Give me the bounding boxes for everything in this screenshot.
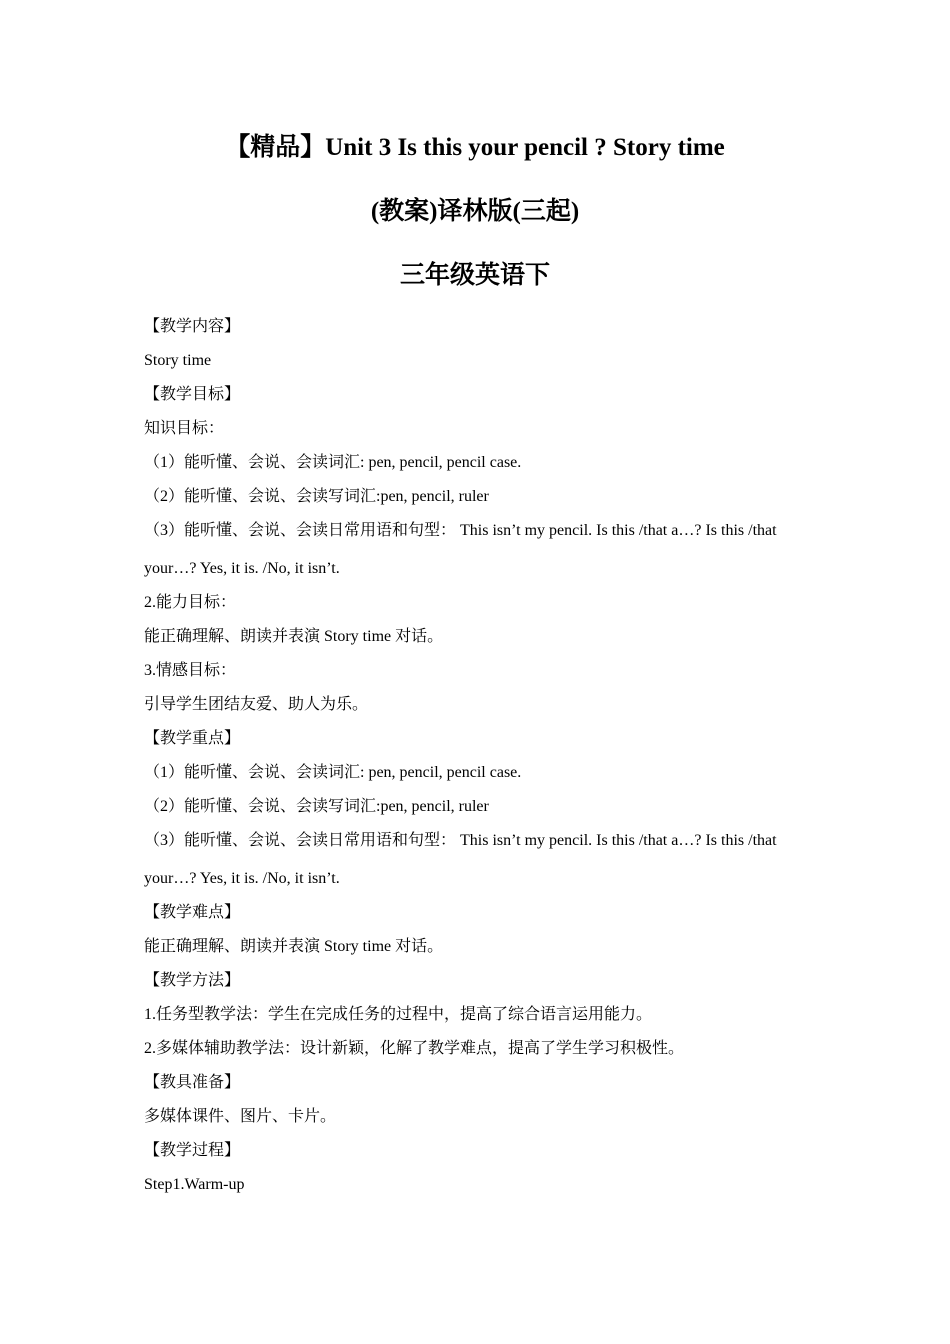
list-item: （1）能听懂、会说、会读词汇: pen, pencil, pencil case. bbox=[144, 764, 522, 781]
section-heading-content: 【教学内容】 bbox=[144, 318, 241, 335]
paragraph: Story time bbox=[144, 352, 212, 369]
list-item: （3）能听懂、会说、会读日常用语和句型： This isn’t my pencil. Is this /that a…? Is this /that bbox=[144, 832, 777, 849]
section-heading-objectives: 【教学目标】 bbox=[144, 386, 241, 403]
document-body bbox=[144, 314, 814, 1206]
section-heading-difficulties: 【教学难点】 bbox=[144, 904, 241, 921]
document-title-line-1: 【精品】Unit 3 Is this your pencil ? Story time bbox=[225, 134, 725, 161]
paragraph: 2.多媒体辅助教学法：设计新颖，化解了教学难点，提高了学生学习积极性。 bbox=[144, 1040, 685, 1057]
section-heading-process: 【教学过程】 bbox=[144, 1142, 241, 1159]
section-heading-materials: 【教具准备】 bbox=[144, 1074, 241, 1091]
paragraph: 能正确理解、朗读并表演 Story time 对话。 bbox=[144, 628, 444, 645]
paragraph: 能正确理解、朗读并表演 Story time 对话。 bbox=[144, 938, 444, 955]
paragraph: Step1.Warm-up bbox=[144, 1176, 245, 1193]
paragraph: 引导学生团结友爱、助人为乐。 bbox=[144, 696, 369, 713]
document-title-line-2: (教案)译林版(三起) bbox=[370, 198, 580, 225]
list-item: （3）能听懂、会说、会读日常用语和句型： This isn’t my pencil. Is this /that a…? Is this /that bbox=[144, 522, 777, 539]
list-item: （1）能听懂、会说、会读词汇: pen, pencil, pencil case. bbox=[144, 454, 522, 471]
list-item-continuation: your…? Yes, it is. /No, it isn’t. bbox=[144, 870, 340, 887]
paragraph: 2.能力目标： bbox=[144, 594, 237, 611]
section-heading-key-points: 【教学重点】 bbox=[144, 730, 241, 747]
paragraph: 3.情感目标： bbox=[144, 662, 237, 679]
list-item: （2）能听懂、会说、会读写词汇:pen, pencil, ruler bbox=[144, 488, 489, 505]
paragraph: 1.任务型教学法：学生在完成任务的过程中，提高了综合语言运用能力。 bbox=[144, 1006, 653, 1023]
section-heading-methods: 【教学方法】 bbox=[144, 972, 241, 989]
document-title-line-3: 三年级英语下 bbox=[399, 262, 550, 289]
paragraph: 知识目标： bbox=[144, 420, 225, 437]
list-item-continuation: your…? Yes, it is. /No, it isn’t. bbox=[144, 560, 340, 577]
list-item: （2）能听懂、会说、会读写词汇:pen, pencil, ruler bbox=[144, 798, 489, 815]
paragraph: 多媒体课件、图片、卡片。 bbox=[144, 1108, 337, 1125]
